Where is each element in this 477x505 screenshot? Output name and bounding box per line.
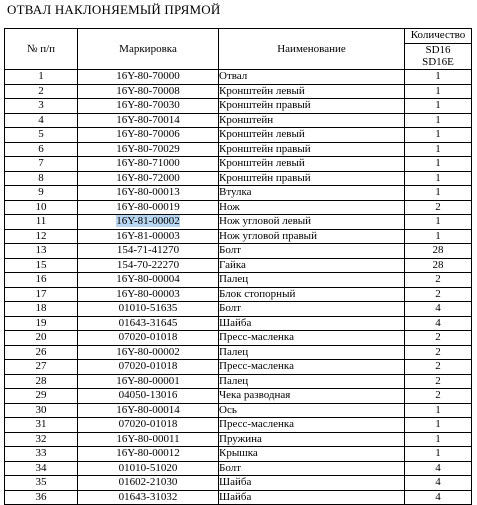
row-number: 30 [5, 403, 78, 418]
row-name: Отвал [219, 70, 405, 85]
row-quantity: 1 [405, 418, 472, 433]
table-row [5, 229, 472, 244]
row-marking [78, 215, 219, 230]
row-name: Шайба [219, 490, 405, 505]
row-marking: 16Y-80-00003 [78, 287, 219, 302]
row-quantity: 1 [405, 84, 472, 99]
row-name: Болт [219, 302, 405, 317]
row-quantity: 1 [405, 157, 472, 172]
row-number: 8 [5, 171, 78, 186]
row-quantity: 2 [405, 374, 472, 389]
row-number: 19 [5, 316, 78, 331]
row-name: Кронштейн правый [219, 142, 405, 157]
row-quantity: 1 [405, 171, 472, 186]
row-number: 27 [5, 360, 78, 375]
row-number: 5 [5, 128, 78, 143]
row-name: Пружина [219, 432, 405, 447]
row-name: Кронштейн левый [219, 157, 405, 172]
row-number: 35 [5, 476, 78, 491]
table-row [5, 258, 472, 273]
row-name: Шайба [219, 476, 405, 491]
header-qty-model-sd16: SD16 [425, 43, 451, 56]
row-name: Шайба [219, 316, 405, 331]
row-name: Кронштейн правый [219, 171, 405, 186]
row-marking: 07020-01018 [78, 331, 219, 346]
row-quantity: 1 [405, 432, 472, 447]
row-name: Кронштейн левый [219, 128, 405, 143]
row-marking: 16Y-80-70014 [78, 113, 219, 128]
row-marking: 01602-21030 [78, 476, 219, 491]
row-name: Крышка [219, 447, 405, 462]
row-name: Гайка [219, 258, 405, 273]
row-number: 26 [5, 345, 78, 360]
row-number: 4 [5, 113, 78, 128]
table-row [5, 99, 472, 114]
row-number: 18 [5, 302, 78, 317]
row-number: 7 [5, 157, 78, 172]
row-quantity: 1 [405, 70, 472, 85]
table-row [5, 142, 472, 157]
row-name: Ось [219, 403, 405, 418]
row-quantity: 1 [405, 186, 472, 201]
table-row [5, 331, 472, 346]
row-number: 16 [5, 273, 78, 288]
row-name: Пресс-масленка [219, 360, 405, 375]
row-number: 29 [5, 389, 78, 404]
row-number: 28 [5, 374, 78, 389]
table-row [5, 432, 472, 447]
row-marking: 07020-01018 [78, 360, 219, 375]
row-quantity: 4 [405, 461, 472, 476]
row-number: 33 [5, 447, 78, 462]
row-number: 2 [5, 84, 78, 99]
row-number: 10 [5, 200, 78, 215]
row-number: 1 [5, 70, 78, 85]
row-quantity: 28 [405, 258, 472, 273]
row-number: 32 [5, 432, 78, 447]
row-quantity: 2 [405, 360, 472, 375]
row-quantity: 1 [405, 215, 472, 230]
parts-table [4, 28, 472, 505]
row-quantity: 2 [405, 200, 472, 215]
table-row [5, 70, 472, 85]
row-marking: 16Y-80-70029 [78, 142, 219, 157]
table-row [5, 84, 472, 99]
row-marking: 01010-51635 [78, 302, 219, 317]
row-marking: 16Y-80-00019 [78, 200, 219, 215]
table-row [5, 113, 472, 128]
row-name: Палец [219, 273, 405, 288]
row-name: Болт [219, 244, 405, 259]
row-marking: 154-71-41270 [78, 244, 219, 259]
row-marking: 16Y-80-00001 [78, 374, 219, 389]
table-row [5, 157, 472, 172]
row-name: Кронштейн [219, 113, 405, 128]
row-name: Пресс-масленка [219, 331, 405, 346]
table-row [5, 287, 472, 302]
table-row [5, 186, 472, 201]
row-marking: 16Y-80-00013 [78, 186, 219, 201]
table-row [5, 389, 472, 404]
table-row [5, 476, 472, 491]
table-row [5, 345, 472, 360]
row-number: 11 [5, 215, 78, 230]
row-number: 6 [5, 142, 78, 157]
row-number: 12 [5, 229, 78, 244]
table-row [5, 374, 472, 389]
row-marking: 16Y-80-00014 [78, 403, 219, 418]
row-quantity: 1 [405, 447, 472, 462]
row-marking: 07020-01018 [78, 418, 219, 433]
header-qty-model-sd16e: SD16E [422, 56, 454, 69]
row-quantity: 2 [405, 389, 472, 404]
row-number: 31 [5, 418, 78, 433]
row-number: 9 [5, 186, 78, 201]
row-name: Кронштейн правый [219, 99, 405, 114]
row-number: 13 [5, 244, 78, 259]
row-name: Болт [219, 461, 405, 476]
row-marking: 16Y-80-00002 [78, 345, 219, 360]
row-name: Нож угловой правый [219, 229, 405, 244]
row-quantity: 28 [405, 244, 472, 259]
row-marking: 154-70-22270 [78, 258, 219, 273]
row-quantity: 4 [405, 302, 472, 317]
row-name: Кронштейн левый [219, 84, 405, 99]
row-name: Палец [219, 374, 405, 389]
row-marking: 16Y-80-00011 [78, 432, 219, 447]
header-mark: Маркировка [78, 29, 219, 70]
row-quantity: 2 [405, 345, 472, 360]
table-row [5, 215, 472, 230]
row-number: 20 [5, 331, 78, 346]
table-row [5, 200, 472, 215]
row-marking: 16Y-80-70008 [78, 84, 219, 99]
row-name: Пресс-масленка [219, 418, 405, 433]
row-quantity: 1 [405, 142, 472, 157]
table-row [5, 128, 472, 143]
row-quantity: 2 [405, 287, 472, 302]
row-marking: 01643-31645 [78, 316, 219, 331]
table-row [5, 461, 472, 476]
table-row [5, 171, 472, 186]
page-title: ОТВАЛ НАКЛОНЯЕМЫЙ ПРЯМОЙ [7, 2, 221, 17]
row-quantity: 2 [405, 273, 472, 288]
header-qty-models [405, 43, 472, 70]
row-quantity: 1 [405, 113, 472, 128]
row-marking: 16Y-80-70006 [78, 128, 219, 143]
header-name: Наименование [219, 29, 405, 70]
row-marking: 16Y-80-72000 [78, 171, 219, 186]
table-row [5, 273, 472, 288]
row-number: 34 [5, 461, 78, 476]
row-number: 36 [5, 490, 78, 505]
row-name: Палец [219, 345, 405, 360]
selected-text-highlight[interactable]: 16Y-81-00002 [116, 215, 180, 228]
row-marking: 16Y-81-00003 [78, 229, 219, 244]
table-row [5, 403, 472, 418]
row-name: Блок стопорный [219, 287, 405, 302]
row-quantity: 1 [405, 229, 472, 244]
table-row [5, 447, 472, 462]
row-name: Втулка [219, 186, 405, 201]
row-quantity: 2 [405, 331, 472, 346]
row-name: Нож угловой левый [219, 215, 405, 230]
row-marking: 04050-13016 [78, 389, 219, 404]
row-quantity: 1 [405, 403, 472, 418]
row-quantity: 4 [405, 316, 472, 331]
row-marking: 01010-51020 [78, 461, 219, 476]
table-body [5, 70, 472, 505]
table-header-row [5, 29, 472, 44]
header-qty: Количество [405, 29, 472, 44]
row-name: Нож [219, 200, 405, 215]
table-row [5, 244, 472, 259]
row-quantity: 4 [405, 476, 472, 491]
row-number: 17 [5, 287, 78, 302]
row-name: Чека разводная [219, 389, 405, 404]
row-quantity: 4 [405, 490, 472, 505]
row-marking: 01643-31032 [78, 490, 219, 505]
row-marking: 16Y-80-00004 [78, 273, 219, 288]
row-quantity: 1 [405, 99, 472, 114]
table-row [5, 360, 472, 375]
row-quantity: 1 [405, 128, 472, 143]
row-number: 15 [5, 258, 78, 273]
row-number: 3 [5, 99, 78, 114]
row-marking: 16Y-80-70030 [78, 99, 219, 114]
table-row [5, 418, 472, 433]
table-row [5, 490, 472, 505]
header-num: № п/п [5, 29, 78, 70]
row-marking: 16Y-80-00012 [78, 447, 219, 462]
row-marking: 16Y-80-71000 [78, 157, 219, 172]
row-marking: 16Y-80-70000 [78, 70, 219, 85]
table-row [5, 316, 472, 331]
table-row [5, 302, 472, 317]
